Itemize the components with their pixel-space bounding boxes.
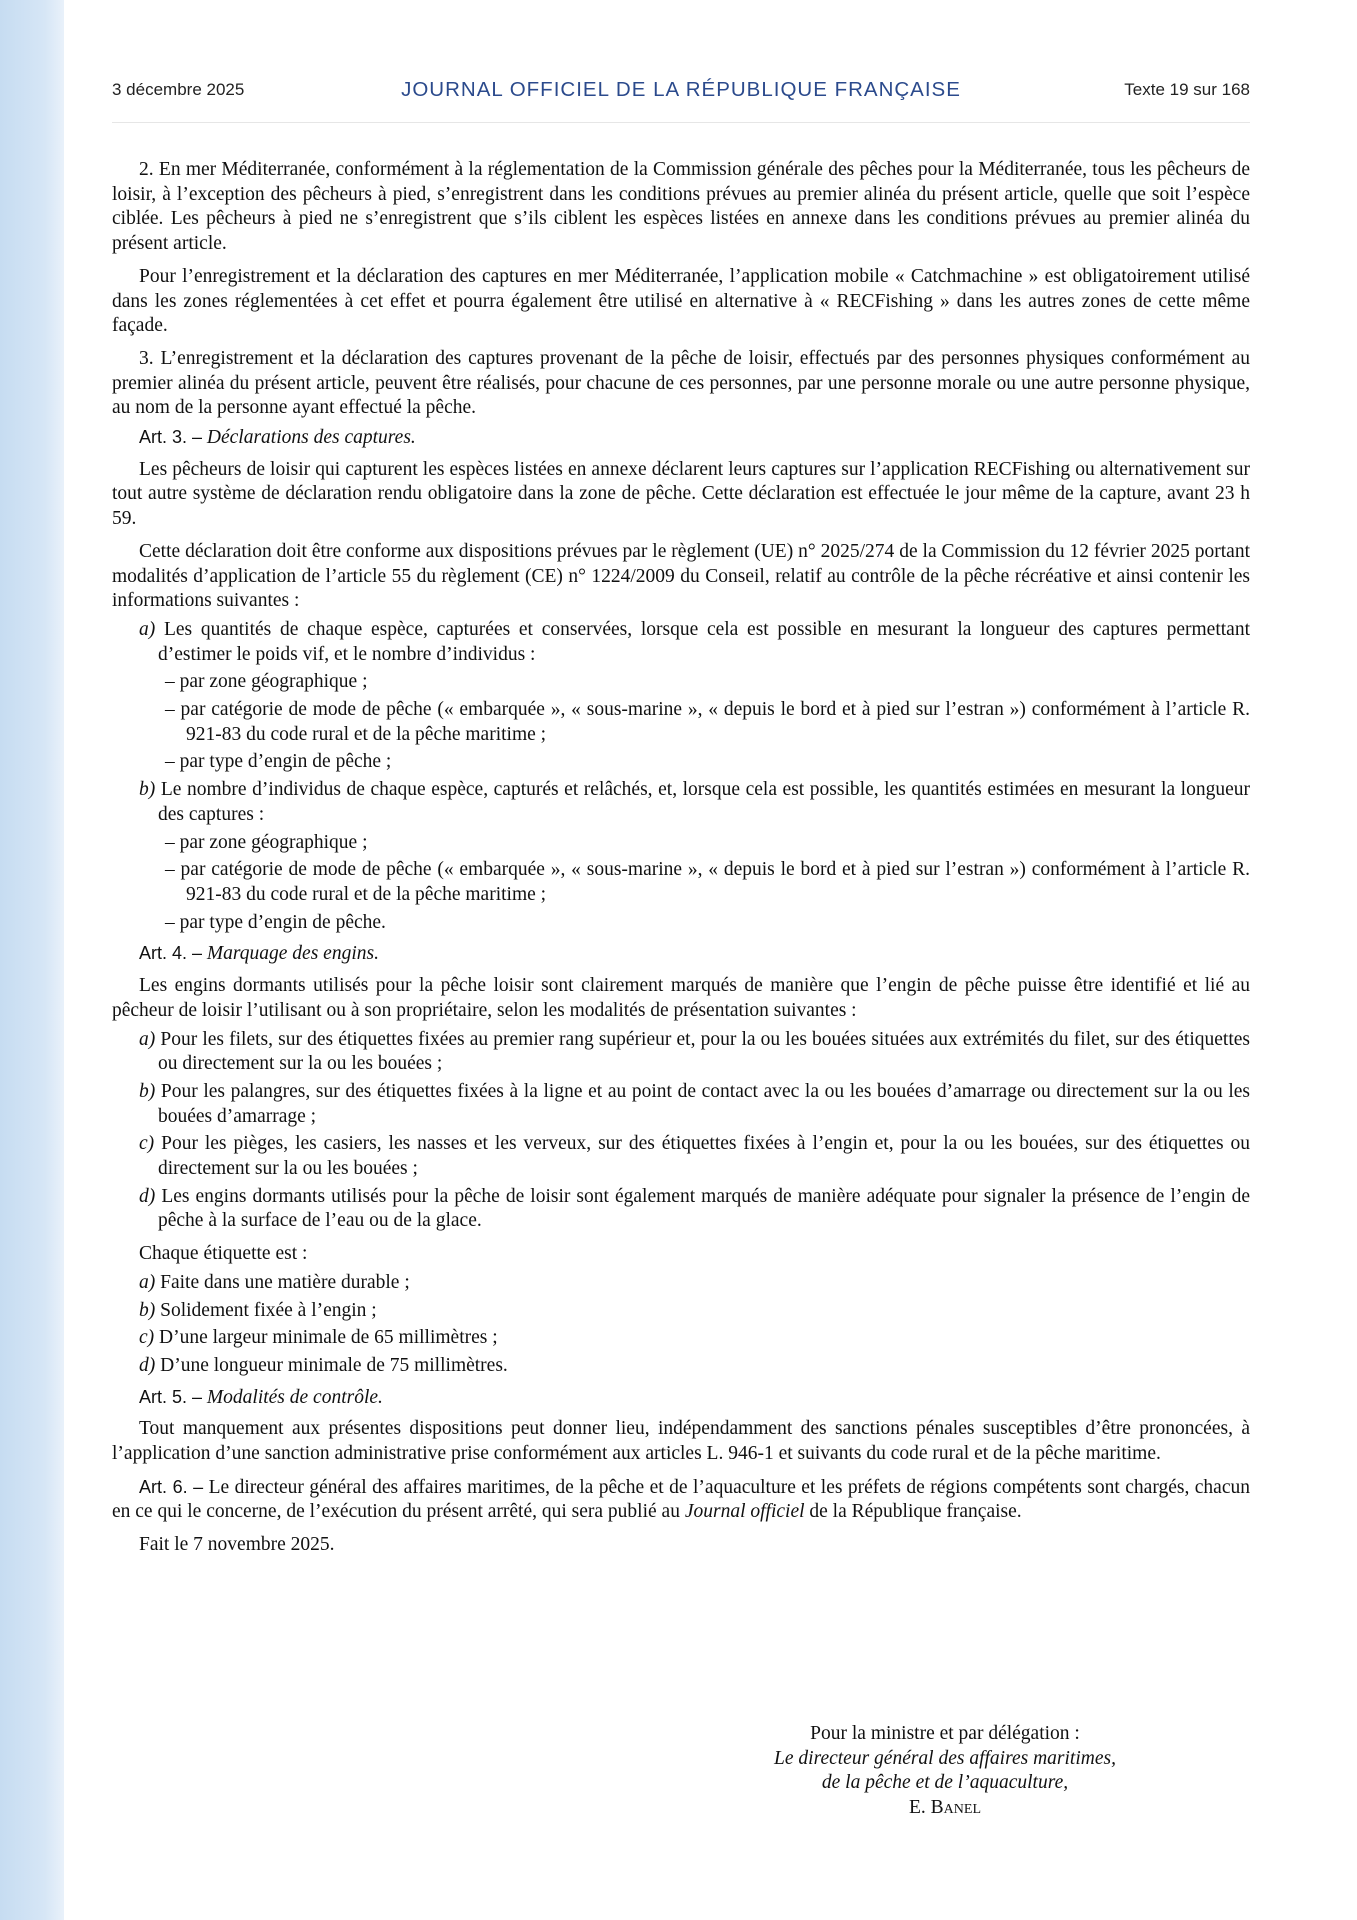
header-date: 3 décembre 2025 bbox=[112, 80, 245, 99]
paragraph-2-mediterranee: 2. En mer Méditerranée, conformément à la réglementation de la Commission générale des pêches pour la Méditerranée, tous les pêcheurs de loisir, à l’exception des pêcheurs à pied, s’enregistrent dans les conditions prévues au premier alinéa du présent article, quelle que soit l’espèce ciblée. Les pêcheurs à pied ne s’enregistrent que s’ils ciblent les espèces listées en annexe dans les conditions prévues au premier alinéa du présent article. bbox=[112, 159, 1250, 255]
signature-line: de la pêche et de l’aquaculture, bbox=[821, 1772, 1069, 1794]
article-3-paragraph-1: Les pêcheurs de loisir qui capturent les espèces listées en annexe déclarent leurs captures sur l’application RECFishing ou alternativement sur tout autre système de déclaration rendu obligatoire dans la zone de pêche. Cette déclaration est effectuée le jour même de la capture, avant 23 h 59. bbox=[112, 458, 1250, 530]
article-4-paragraph-2: Chaque étiquette est : bbox=[139, 1243, 308, 1265]
article-3-paragraph-2: Cette déclaration doit être conforme aux dispositions prévues par le règlement (UE) n° 2025/274 de la Commission du 12 février 2025 portant modalités d’application de l’article 55 du règlement (CE) n° 1224/2009 du Conseil, relatif au contrôle de la pêche récréative et ainsi contenir les informations suivantes : bbox=[112, 540, 1250, 612]
article-title: Modalités de contrôle. bbox=[206, 1386, 383, 1408]
dash-item: – par type d’engin de pêche ; bbox=[165, 751, 392, 773]
list-item: d) D’une longueur minimale de 75 millimètres. bbox=[139, 1354, 508, 1376]
article-5-paragraph-1: Tout manquement aux présentes dispositions peut donner lieu, indépendamment des sanctions pénales susceptibles d’être prononcées, à l’application d’une sanction administrative prise conformément aux articles L. 946-1 et suivants du code rural et de la pêche maritime. bbox=[112, 1418, 1250, 1465]
list-item: c) D’une largeur minimale de 65 millimètres ; bbox=[139, 1327, 498, 1349]
article-number: Art. 3. – bbox=[139, 427, 203, 448]
paragraph-3-enregistrement: 3. L’enregistrement et la déclaration des captures provenant de la pêche de loisir, effectués par des personnes physiques conformément au premier alinéa du présent article, peuvent être réalisés, pour chacune de ces personnes, par une personne morale ou une autre personne physique, au nom de la personne ayant effectué la pêche. bbox=[112, 347, 1250, 419]
dash-item: – par catégorie de mode de pêche (« embarquée », « sous-marine », « depuis le bord et à pied sur l’estran ») conformément à l’article R. 921-83 du code rural et de la pêche maritime ; bbox=[165, 859, 1250, 905]
list-item: a) Pour les filets, sur des étiquettes fixées au premier rang supérieur et, pour la ou les bouées situées aux extrémités du filet, sur des étiquettes ou directement sur la ou les bouées ; bbox=[139, 1028, 1250, 1075]
list-item: a) Faite dans une matière durable ; bbox=[139, 1271, 410, 1293]
list-item: a) Les quantités de chaque espèce, capturées et conservées, lorsque cela est possible en mesurant la longueur des captures permettant d’estimer le poids vif, et le nombre d’individus : bbox=[139, 618, 1250, 665]
article-number: Art. 6. – bbox=[139, 1476, 204, 1497]
article-6-paragraph: Art. 6. – Le directeur général des affaires maritimes, de la pêche et de l’aquaculture et les préfets de régions compétents sont chargés, chacun en ce qui le concerne, de l’exécution du présent arrêté, qui sera publié au Journal officiel de la République française. bbox=[112, 1476, 1250, 1523]
paragraph-catchmachine: Pour l’enregistrement et la déclaration des captures en mer Méditerranée, l’application mobile « Catchmachine » est obligatoirement utilisé dans les zones réglementées à cet effet et pourra également être utilisé en alternative à « RECFishing » dans les autres zones de cette même façade. bbox=[112, 265, 1250, 337]
document-body bbox=[112, 158, 1250, 1566]
left-margin-band bbox=[0, 0, 64, 1920]
list-item: c) Pour les pièges, les casiers, les nasses et les verveux, sur des étiquettes fixées à l’engin et, pour la ou les bouées, sur des étiquettes ou directement sur la ou les bouées ; bbox=[139, 1133, 1251, 1180]
signature-line: Le directeur général des affaires maritimes, bbox=[774, 1747, 1116, 1769]
article-4-heading bbox=[112, 941, 1250, 967]
article-title: Déclarations des captures. bbox=[206, 427, 416, 449]
article-number: Art. 4. – bbox=[139, 943, 203, 964]
list-item: d) Les engins dormants utilisés pour la pêche de loisir sont également marqués de manière adéquate pour signaler la présence de l’engin de pêche à la surface de l’eau ou de la glace. bbox=[139, 1185, 1251, 1232]
done-date: Fait le 7 novembre 2025. bbox=[139, 1534, 335, 1556]
dash-item: – par zone géographique ; bbox=[165, 671, 368, 693]
signature-line: Pour la ministre et par délégation : bbox=[810, 1723, 1080, 1744]
list-item: b) Le nombre d’individus de chaque espèce, capturés et relâchés, et, lorsque cela est possible, les quantités estimées en mesurant la longueur des captures : bbox=[139, 779, 1250, 825]
dash-item: – par zone géographique ; bbox=[165, 831, 368, 853]
article-5-heading bbox=[112, 1385, 1250, 1411]
page-header bbox=[112, 80, 1250, 106]
signature-block bbox=[640, 1722, 1250, 1821]
article-3-heading bbox=[112, 425, 1250, 451]
list-item: b) Solidement fixée à l’engin ; bbox=[139, 1299, 377, 1321]
dash-item: – par type d’engin de pêche. bbox=[165, 911, 386, 933]
journal-title: JOURNAL OFFICIEL DE LA RÉPUBLIQUE FRANÇAISE bbox=[401, 78, 961, 101]
article-4-paragraph-1: Les engins dormants utilisés pour la pêche loisir sont clairement marqués de manière que l’engin de pêche puisse être identifié et lié au pêcheur de loisir l’utilisant ou à son propriétaire, selon les modalités de présentation suivantes : bbox=[112, 975, 1250, 1021]
article-number: Art. 5. – bbox=[139, 1386, 203, 1407]
signatory-name: E. Banel bbox=[909, 1797, 981, 1819]
page-info: Texte 19 sur 168 bbox=[1124, 80, 1250, 99]
dash-item: – par catégorie de mode de pêche (« embarquée », « sous-marine », « depuis le bord et à pied sur l’estran ») conformément à l’article R. 921-83 du code rural et de la pêche maritime ; bbox=[165, 699, 1250, 745]
list-item: b) Pour les palangres, sur des étiquettes fixées à la ligne et au point de contact avec la ou les bouées d’amarrage ou directement sur la ou les bouées d’amarrage ; bbox=[139, 1080, 1251, 1127]
header-rule bbox=[112, 122, 1250, 123]
article-title: Marquage des engins. bbox=[206, 943, 379, 965]
